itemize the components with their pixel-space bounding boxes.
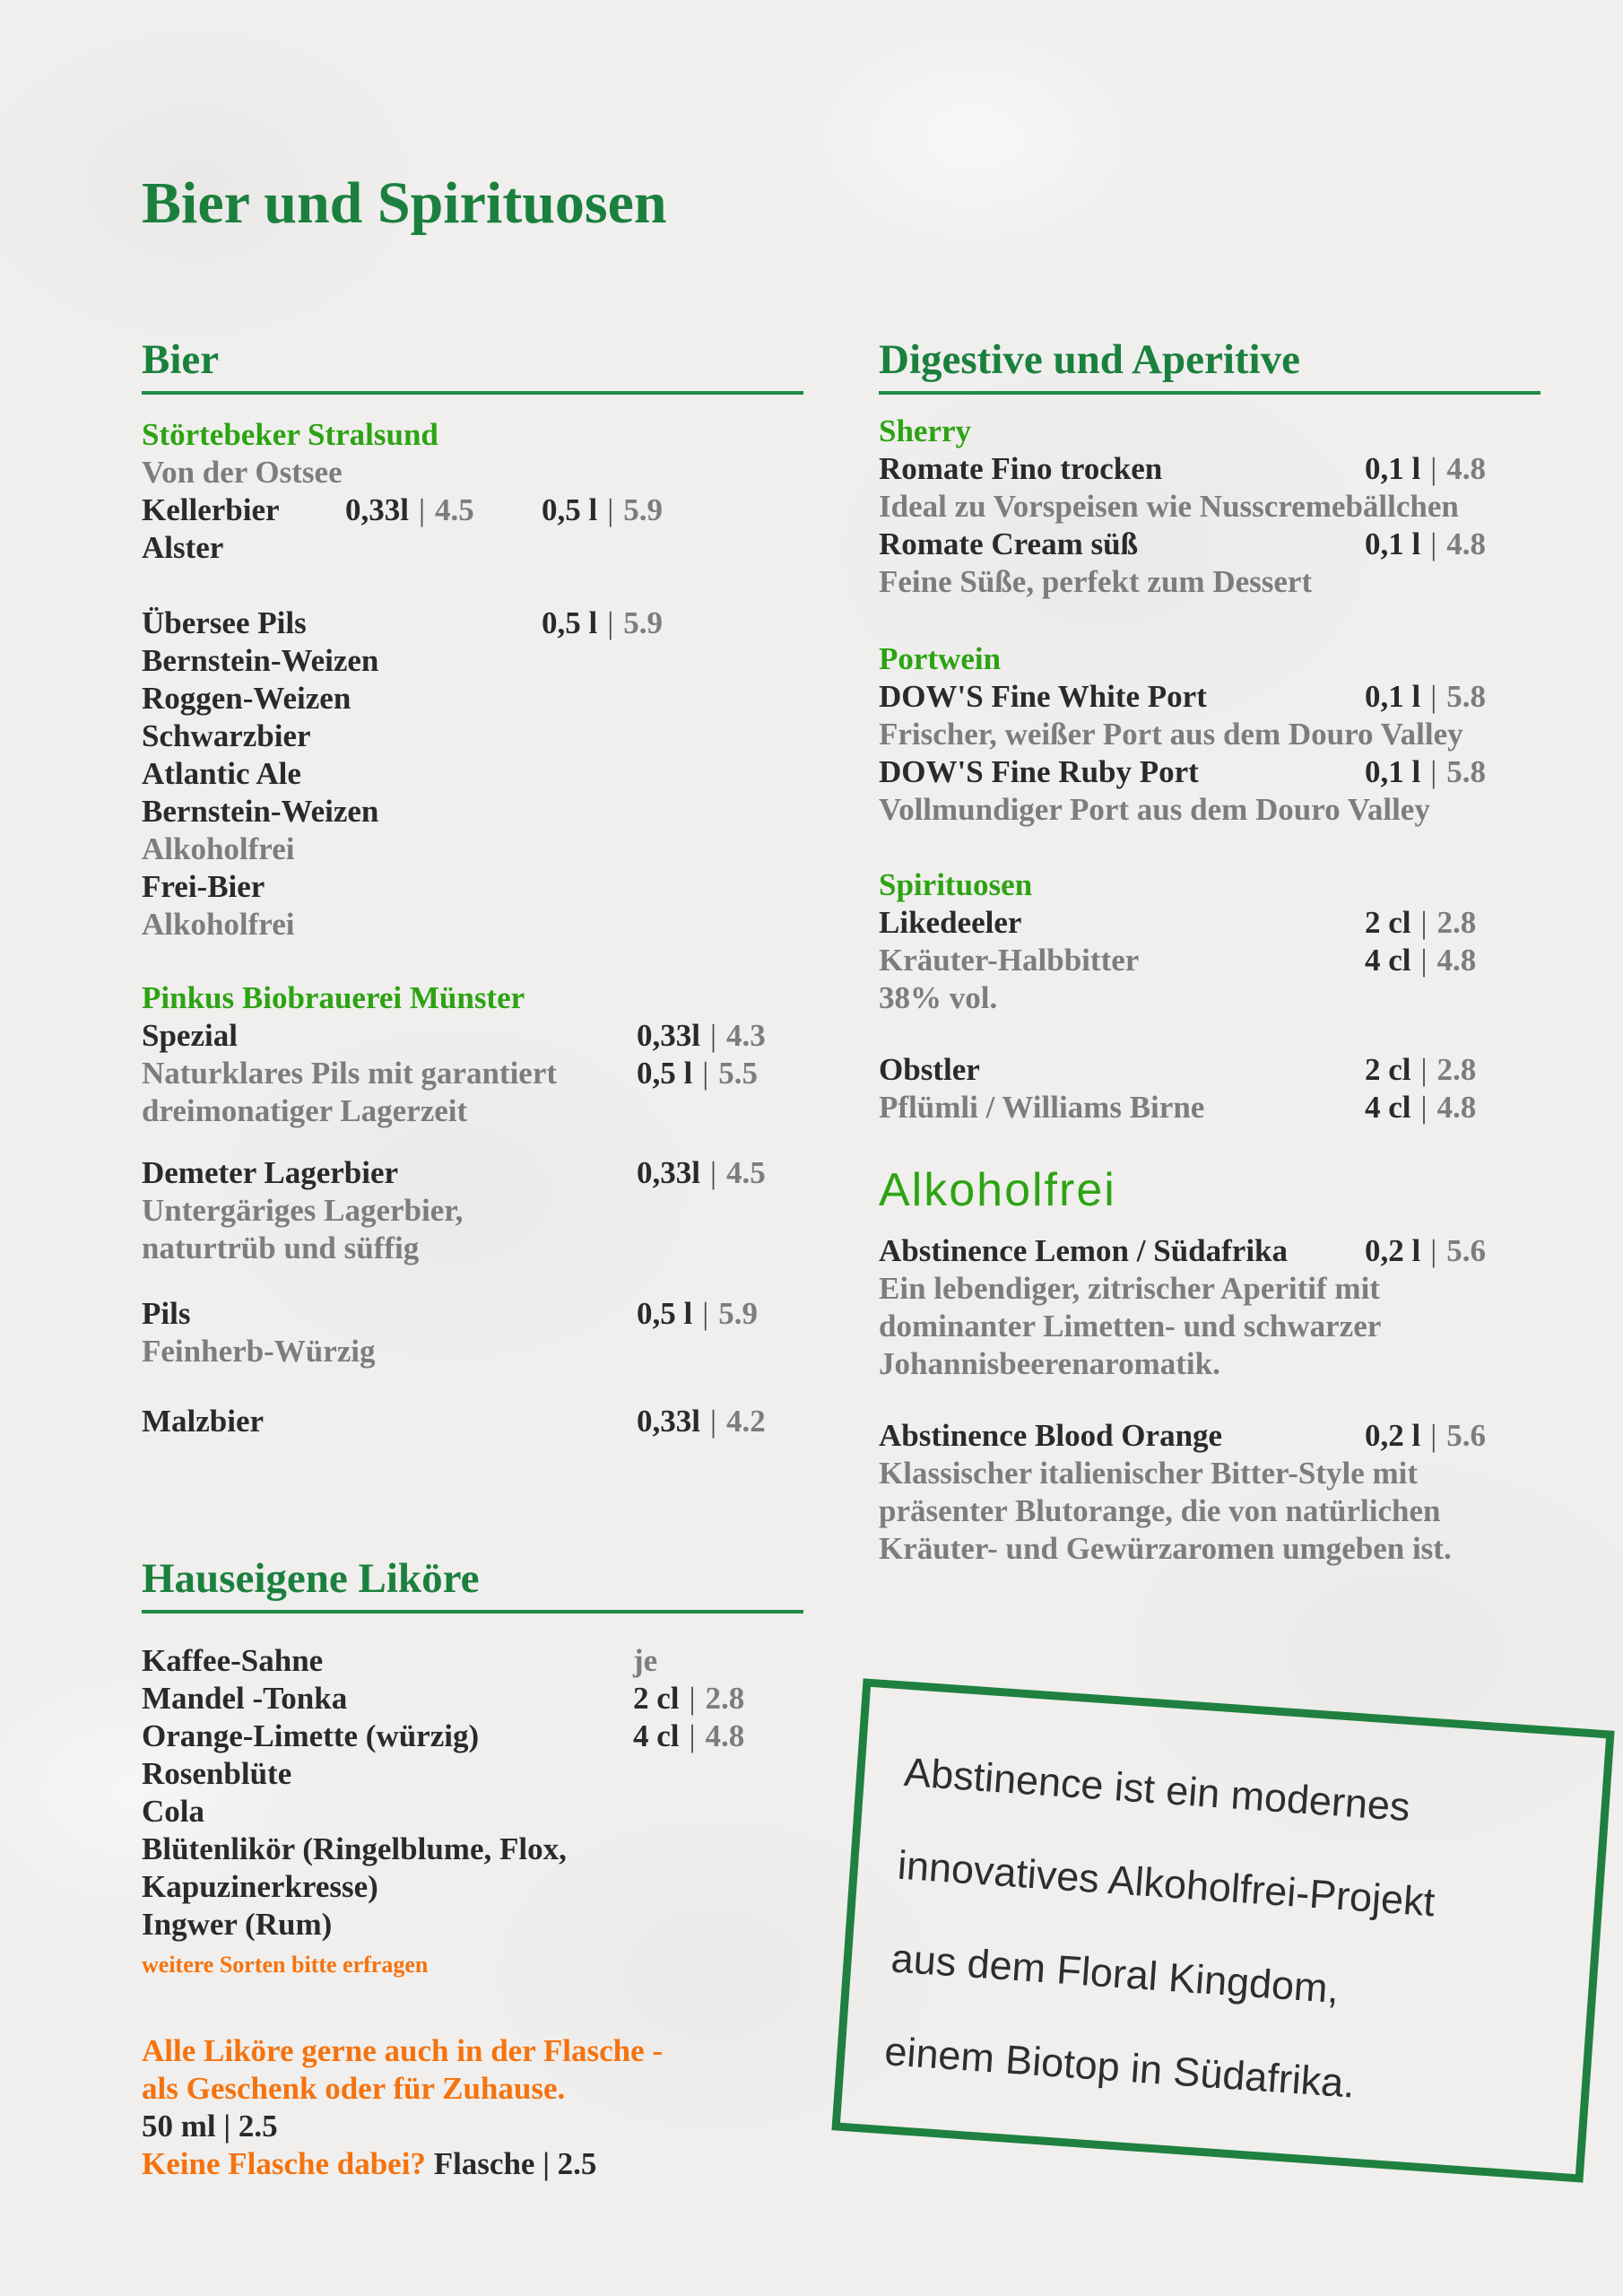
price-group [1365, 1089, 1476, 1126]
note-line: Abstinence ist ein modernes [902, 1748, 1412, 1831]
menu-line [142, 454, 823, 491]
obstler-group [879, 1051, 1560, 1126]
item-text: Naturklares Pils mit garantiert [142, 1056, 558, 1091]
item-text: Vollmundiger Port aus dem Douro Valley [879, 792, 1430, 827]
price-value: 4.5 [435, 492, 474, 527]
menu-line [142, 1403, 823, 1440]
bier-section-heading: Bier [142, 335, 803, 395]
item-text: präsenter Blutorange, die von natürlichen [879, 1493, 1441, 1528]
menu-line [879, 942, 1560, 979]
item-text: Abstinence Lemon / Südafrika [879, 1233, 1289, 1268]
item-text: Alster [142, 530, 224, 565]
item-text: Frischer, weißer Port aus dem Douro Valley [879, 717, 1463, 752]
price-group [637, 1055, 758, 1092]
menu-line [879, 791, 1560, 829]
item-text: Romate Cream süß [879, 526, 1139, 561]
item-text: Spezial [142, 1018, 238, 1053]
price-group [1365, 753, 1486, 791]
menu-line [142, 793, 823, 831]
menu-line [142, 1642, 823, 1680]
menu-line [142, 2032, 823, 2070]
menu-line [142, 1868, 823, 1906]
menu-line [142, 529, 823, 567]
item-text: Obstler [879, 1052, 980, 1087]
item-text: Bernstein-Weizen [142, 643, 379, 678]
price-volume: 0,33l [637, 1155, 700, 1190]
menu-line [142, 1017, 823, 1055]
price-group [1365, 1417, 1486, 1455]
price-value: 4.5 [726, 1155, 766, 1190]
menu-line [142, 1295, 823, 1333]
price-volume: 2 cl [1365, 1052, 1411, 1087]
menu-line [142, 1718, 823, 1755]
demeter-group [142, 1154, 823, 1267]
menu-line [142, 416, 823, 454]
price-group [633, 1642, 657, 1680]
price-group [637, 1154, 766, 1192]
uebersee-group [142, 604, 823, 944]
price-volume: 0,1 l [1365, 754, 1421, 789]
item-text: Alkoholfrei [142, 907, 295, 942]
price-volume: 0,5 l [637, 1296, 693, 1331]
price-separator: | [1430, 451, 1437, 486]
menu-line [142, 2070, 823, 2108]
item-text: Alle Liköre gerne auch in der Flasche - [142, 2033, 664, 2068]
item-text: Portwein [879, 641, 1002, 676]
price-value: 2.8 [705, 1681, 745, 1716]
menu-line [142, 1755, 823, 1793]
item-text: naturtrüb und süffig [142, 1231, 420, 1265]
stoertebeker-group [142, 416, 823, 567]
alkoholfrei-section-heading: Alkoholfrei [879, 1164, 1116, 1216]
item-text: Johannisbeerenaromatik. [879, 1346, 1220, 1381]
price-group [1365, 1051, 1476, 1089]
menu-line [142, 979, 823, 1017]
price-volume: 0,33l [637, 1018, 700, 1053]
price-volume: 4 cl [1365, 943, 1411, 978]
price-value: 4.3 [726, 1018, 766, 1053]
item-text: Atlantic Ale [142, 756, 301, 791]
item-text: Kräuter- und Gewürzaromen umgeben ist. [879, 1531, 1452, 1566]
price-group [637, 1403, 766, 1440]
price-volume: 0,1 l [1365, 526, 1421, 561]
pils-group [142, 1295, 823, 1370]
price-separator: | [702, 1296, 709, 1331]
price-volume: 0,5 l [542, 492, 598, 527]
abstinence-blood-orange-group [879, 1417, 1560, 1568]
menu-line [142, 831, 823, 868]
abstinence-note-box [831, 1678, 1614, 2182]
price-group [633, 1718, 744, 1755]
price-group [1365, 526, 1486, 563]
menu-line [879, 526, 1560, 563]
item-text: Übersee Pils [142, 605, 307, 640]
item-text: Untergäriges Lagerbier, [142, 1193, 464, 1228]
price-group [1365, 942, 1476, 979]
price-group [1365, 1232, 1486, 1270]
price-separator: | [1430, 679, 1437, 714]
item-text: Kaffee-Sahne [142, 1643, 324, 1678]
item-text: Ein lebendiger, zitrischer Aperitif mit [879, 1271, 1380, 1306]
portwein-group [879, 640, 1560, 829]
item-text-segment: Flasche | 2.5 [433, 2146, 597, 2181]
item-text: Feine Süße, perfekt zum Dessert [879, 564, 1313, 599]
menu-line [879, 640, 1560, 678]
price-value: 4.8 [705, 1718, 745, 1753]
menu-line [142, 1230, 823, 1267]
menu-line [142, 1793, 823, 1831]
item-text: Abstinence Blood Orange [879, 1418, 1223, 1453]
menu-line [142, 1831, 823, 1868]
menu-line [142, 718, 823, 755]
likoere-bottle-info [142, 2032, 823, 2183]
menu-line [142, 1333, 823, 1370]
price-note: je [633, 1643, 658, 1678]
price-separator: | [1430, 754, 1437, 789]
price-volume: 0,33l [345, 492, 409, 527]
price-group [1365, 450, 1486, 488]
menu-line [142, 1192, 823, 1230]
item-text: Sherry [879, 413, 972, 448]
menu-line [879, 866, 1560, 904]
price-volume: 4 cl [633, 1718, 680, 1753]
item-text: Bernstein-Weizen [142, 794, 379, 829]
price-volume: 0,1 l [1365, 679, 1421, 714]
item-text: DOW'S Fine Ruby Port [879, 754, 1199, 789]
menu-line [879, 1530, 1560, 1568]
menu-line [879, 1270, 1560, 1308]
page-title: Bier und Spirituosen [142, 170, 667, 236]
menu-line [879, 1492, 1560, 1530]
price-separator: | [1430, 526, 1437, 561]
item-text: Spirituosen [879, 867, 1033, 902]
price-value: 4.2 [726, 1404, 766, 1439]
note-line: einem Biotop in Südafrika. [882, 2028, 1357, 2107]
price-separator: | [689, 1718, 696, 1753]
menu-line [879, 1232, 1560, 1270]
item-text: Von der Ostsee [142, 455, 343, 490]
menu-line [879, 753, 1560, 791]
pinkus-spezial-group [142, 979, 823, 1130]
abstinence-lemon-group [879, 1232, 1560, 1383]
item-text: Blütenlikör (Ringelblume, Flox, [142, 1831, 567, 1866]
price-value: 5.9 [718, 1296, 758, 1331]
price-separator: | [702, 1056, 709, 1091]
price-separator: | [709, 1155, 716, 1190]
item-text: Demeter Lagerbier [142, 1155, 399, 1190]
digestive-section-heading: Digestive und Aperitive [879, 335, 1541, 395]
item-text: Pils [142, 1296, 191, 1331]
sherry-group [879, 413, 1560, 601]
item-text: Mandel -Tonka [142, 1681, 348, 1716]
price-value: 5.8 [1446, 679, 1486, 714]
price-value: 5.5 [718, 1056, 758, 1091]
price-group [637, 1295, 758, 1333]
price-group [637, 1017, 766, 1055]
item-text: Rosenblüte [142, 1756, 292, 1791]
item-text: Cola [142, 1794, 204, 1829]
menu-line [879, 979, 1560, 1017]
item-text: Romate Fino trocken [879, 451, 1163, 486]
menu-line [879, 1308, 1560, 1345]
price-separator: | [1420, 1052, 1428, 1087]
price-value: 5.9 [623, 492, 663, 527]
menu-line [142, 868, 823, 906]
price-value: 2.8 [1436, 905, 1477, 940]
likoere-list [142, 1642, 823, 1981]
item-text: Roggen-Weizen [142, 681, 352, 716]
item-text: weitere Sorten bitte erfragen [142, 1952, 429, 1978]
price-value: 2.8 [1436, 1052, 1477, 1087]
item-text: Ingwer (Rum) [142, 1907, 333, 1942]
price-volume: 0,2 l [1365, 1233, 1421, 1268]
item-text: Kräuter-Halbbitter [879, 943, 1140, 978]
menu-line [142, 1154, 823, 1192]
item-text: DOW'S Fine White Port [879, 679, 1207, 714]
item-text: Feinherb-Würzig [142, 1334, 376, 1369]
price-value: 4.8 [1436, 943, 1477, 978]
item-text: Pflümli / Williams Birne [879, 1090, 1205, 1125]
item-text: Kapuzinerkresse) [142, 1869, 378, 1904]
menu-line [142, 755, 823, 793]
price-separator: | [418, 492, 425, 527]
menu-line [879, 904, 1560, 942]
malzbier-group [142, 1403, 823, 1440]
menu-line [142, 491, 823, 529]
menu-line [142, 2108, 823, 2145]
price-separator: | [1420, 943, 1428, 978]
spirituosen-group [879, 866, 1560, 1017]
price-value: 5.6 [1446, 1233, 1486, 1268]
menu-line [142, 680, 823, 718]
price-volume: 4 cl [1365, 1090, 1411, 1125]
item-text: Schwarzbier [142, 718, 311, 753]
menu-line [879, 1051, 1560, 1089]
menu-line [879, 450, 1560, 488]
menu-line [142, 1055, 823, 1092]
menu-line [142, 1092, 823, 1130]
price-group [542, 491, 663, 529]
item-text: Orange-Limette (würzig) [142, 1718, 480, 1753]
price-value: 5.9 [623, 605, 663, 640]
price-volume: 0,33l [637, 1404, 700, 1439]
price-separator: | [1420, 1090, 1428, 1125]
price-value: 4.8 [1446, 451, 1486, 486]
price-separator: | [607, 492, 614, 527]
price-volume: 0,1 l [1365, 451, 1421, 486]
menu-line [879, 678, 1560, 716]
menu-line [142, 1680, 823, 1718]
item-text: Klassischer italienischer Bitter-Style mit [879, 1456, 1419, 1491]
price-separator: | [709, 1404, 716, 1439]
menu-line [879, 716, 1560, 753]
item-text: Alkoholfrei [142, 831, 295, 866]
menu-line [142, 2145, 823, 2183]
item-text: Ideal zu Vorspeisen wie Nusscremebällchen [879, 489, 1459, 524]
price-group [542, 604, 663, 642]
menu-line [879, 1455, 1560, 1492]
menu-line [879, 1417, 1560, 1455]
price-volume: 2 cl [1365, 905, 1411, 940]
price-separator: | [709, 1018, 716, 1053]
price-value: 5.8 [1446, 754, 1486, 789]
likoere-section-heading: Hauseigene Liköre [142, 1554, 803, 1613]
menu-line [879, 1089, 1560, 1126]
price-volume: 0,5 l [542, 605, 598, 640]
price-separator: | [607, 605, 614, 640]
item-text: Likedeeler [879, 905, 1022, 940]
item-text: dreimonatiger Lagerzeit [142, 1093, 468, 1128]
item-text: Störtebeker Stralsund [142, 417, 438, 452]
menu-line [879, 1345, 1560, 1383]
menu-line [142, 604, 823, 642]
item-text: dominanter Limetten- und schwarzer [879, 1309, 1382, 1344]
price-group [1365, 678, 1486, 716]
item-text: Malzbier [142, 1404, 265, 1439]
item-text: Frei-Bier [142, 869, 265, 904]
price-group [1365, 904, 1476, 942]
item-text: Kellerbier [142, 492, 280, 527]
menu-line [879, 488, 1560, 526]
price-value: 4.8 [1446, 526, 1486, 561]
menu-line [142, 1944, 823, 1981]
price-value: 5.6 [1446, 1418, 1486, 1453]
note-line: innovatives Alkoholfrei-Projekt [896, 1841, 1436, 1926]
menu-line [142, 642, 823, 680]
price-separator: | [1430, 1233, 1437, 1268]
price-separator: | [1420, 905, 1428, 940]
menu-line [142, 906, 823, 944]
item-text: als Geschenk oder für Zuhause. [142, 2071, 566, 2106]
price-volume: 0,2 l [1365, 1418, 1421, 1453]
price-separator: | [689, 1681, 696, 1716]
price-separator: | [1430, 1418, 1437, 1453]
menu-line [142, 1906, 823, 1944]
price-group [345, 491, 474, 529]
item-text: Pinkus Biobrauerei Münster [142, 980, 525, 1015]
price-group [633, 1680, 744, 1718]
item-text: 50 ml | 2.5 [142, 2109, 278, 2144]
price-value: 4.8 [1436, 1090, 1477, 1125]
item-text-segment: Keine Flasche dabei? [142, 2146, 434, 2181]
menu-line [879, 413, 1560, 450]
note-line: aus dem Floral Kingdom, [890, 1935, 1341, 2013]
item-text: 38% vol. [879, 980, 998, 1015]
price-volume: 2 cl [633, 1681, 680, 1716]
price-volume: 0,5 l [637, 1056, 693, 1091]
menu-line [879, 563, 1560, 601]
